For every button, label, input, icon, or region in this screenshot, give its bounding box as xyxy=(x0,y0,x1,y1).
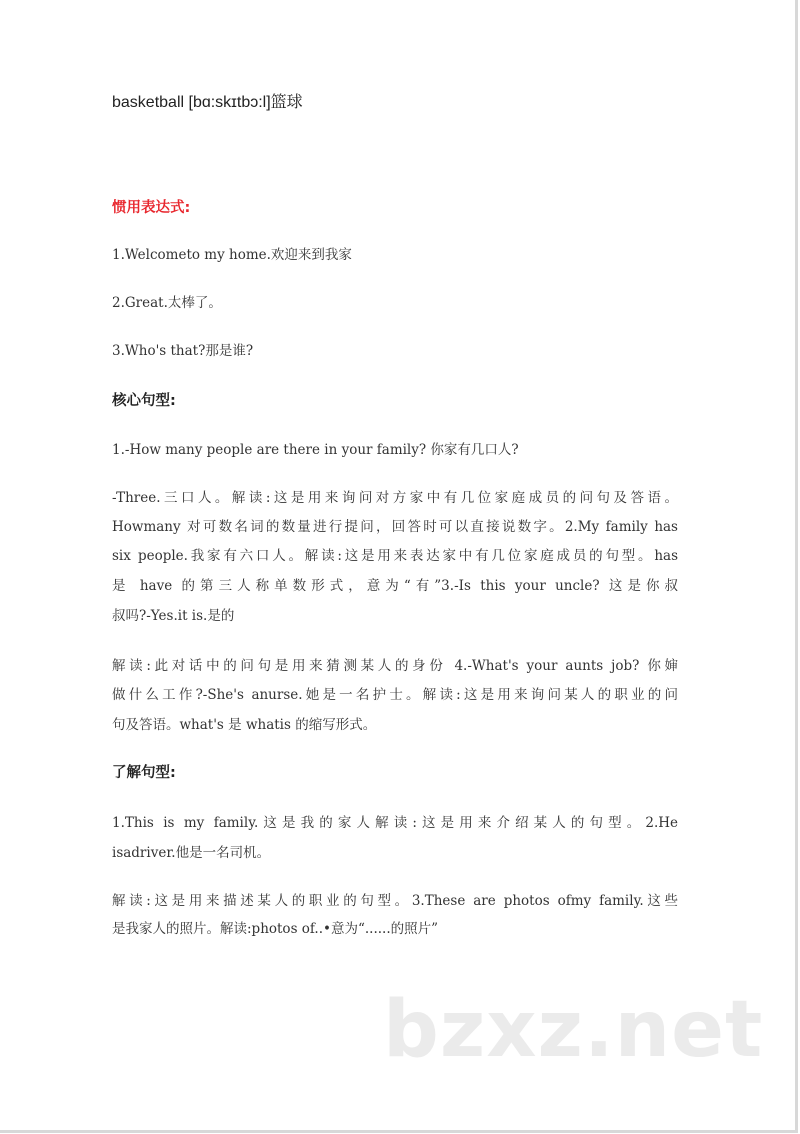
paragraph-line: 叔吗?-Yes.it is.是的 xyxy=(112,608,235,624)
paragraph-line: isadriver.他是一名司机。 xyxy=(112,845,271,861)
section-heading-core: 核心句型: xyxy=(112,393,176,409)
paragraph-line: 解读:这是用来描述某人的职业的句型。3.These are photos ofmy family.这些 xyxy=(112,893,678,909)
watermark: bzxz.net xyxy=(383,985,764,1075)
paragraph-line: Howmany 对可数名词的数量进行提问，回答时可以直接说数字。2.My family has xyxy=(112,519,678,535)
expression-item: 2.Great.太棒了。 xyxy=(112,295,222,311)
expression-item: 3.Who's that?那是谁? xyxy=(112,343,254,359)
section-heading-expressions: 惯用表达式: xyxy=(112,200,191,216)
section-heading-understand: 了解句型: xyxy=(112,765,176,781)
paragraph-line: -Three.三口人。解读:这是用来询问对方家中有几位家庭成员的问句及答语。 xyxy=(112,490,678,506)
paragraph-line: 句及答语。what's 是 whatis 的缩写形式。 xyxy=(112,717,377,733)
paragraph-line: 是 have 的第三人称单数形式，意为“有”3.-Is this your uncle? 这是你叔 xyxy=(112,578,678,594)
paragraph-line: 是我家人的照片。解读:photos of..•意为“......的照片” xyxy=(112,921,439,937)
paragraph-line: 1.This is my family.这是我的家人解读:这是用来介绍某人的句型。2.He xyxy=(112,815,678,831)
expression-item: 1.Welcometo my home.欢迎来到我家 xyxy=(112,247,352,263)
paragraph-line: 做什么工作?-She's anurse.她是一名护士。解读:这是用来询问某人的职业的问 xyxy=(112,687,678,703)
paragraph-line: 解读:此对话中的问句是用来猜测某人的身份 4.-What's your aunts job? 你婶 xyxy=(112,658,678,674)
vocab-title: basketball [bɑ:skɪtbɔ:l]篮球 xyxy=(112,94,303,111)
paragraph-line: six people.我家有六口人。解读:这是用来表达家中有几位家庭成员的句型。has xyxy=(112,548,678,564)
core-item: 1.-How many people are there in your family? 你家有几口人? xyxy=(112,442,519,458)
